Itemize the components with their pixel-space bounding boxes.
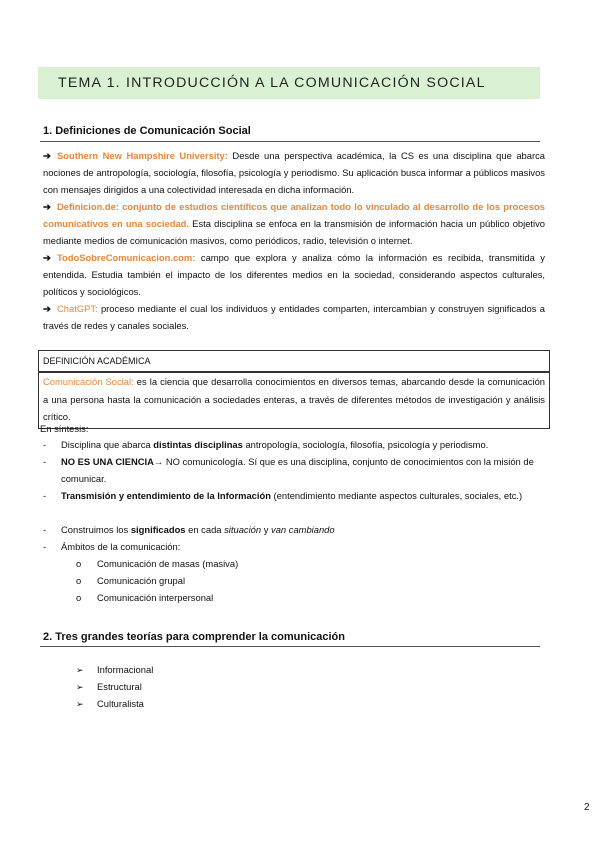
sub-list-item <box>76 555 238 572</box>
circle-bullet: o <box>76 575 82 586</box>
sub-item-text: Comunicación grupal <box>97 575 186 586</box>
theory-item <box>76 695 144 713</box>
item-text: Disciplina que abarca <box>61 439 154 450</box>
definition-box-header <box>38 350 550 372</box>
definition-item-2 <box>43 198 545 249</box>
arrow-right-icon: ➔ <box>43 201 51 212</box>
synthesis-item <box>43 538 543 555</box>
arrowhead-bullet-icon: ➢ <box>76 665 84 675</box>
definition-box-text: es la ciencia que desarrolla conocimientos en diversos temas, abarcando desde la comunicación a una persona hasta la comunicación a sociedades enteras, a través de diferentes métodos de investigación y análisis crítico. <box>43 376 545 422</box>
definition-text: campo que explora y analiza cómo la información es recibida, transmitida y entendida. Estudia también el impacto de los diferentes medios en la sociedad, considerando aspectos culturales, políticos y sociológicos. <box>43 252 545 297</box>
arrow-right-icon: ➔ <box>43 150 51 161</box>
synthesis-item <box>43 487 543 504</box>
circle-bullet: o <box>76 592 82 603</box>
item-bold: NO ES UNA CIENCIA <box>61 456 154 467</box>
theory-label: Informacional <box>97 664 154 675</box>
theory-item <box>76 678 142 696</box>
item-text: antropología, sociología, filosofía, psicología y periodismo. <box>242 439 489 450</box>
definition-header-label: DEFINICIÓN ACADÉMICA <box>43 356 151 366</box>
dash-bullet: - <box>43 541 47 552</box>
section2-heading: 2. Tres grandes teorías para comprender la comunicación <box>43 631 346 643</box>
dash-bullet: - <box>43 524 47 535</box>
sub-list-item <box>76 589 213 606</box>
section1-rule <box>40 141 540 142</box>
theory-label: Estructural <box>97 681 142 692</box>
definition-text: proceso mediante el cual los individuos y entidades comparten, intercambian y construyen significados a través de redes y canales sociales. <box>43 303 545 331</box>
synthesis-item <box>43 453 543 487</box>
item-italic: van cambiando <box>271 524 335 535</box>
definition-box-body <box>38 372 550 429</box>
item-text: → NO comunicología. Sí que es una disciplina, conjunto de conocimientos con la misión de comunicar. <box>61 456 534 484</box>
sub-list-item <box>76 572 185 589</box>
sub-item-text: Comunicación interpersonal <box>97 592 214 603</box>
circle-bullet: o <box>76 558 82 569</box>
item-bold: significados <box>130 524 186 535</box>
item-text: (entendimiento mediante aspectos culturales, sociales, etc.) <box>270 490 523 501</box>
definition-term: Comunicación Social: <box>43 376 134 387</box>
dash-bullet: - <box>43 456 47 467</box>
section1-heading: 1. Definiciones de Comunicación Social <box>43 125 251 137</box>
item-text: y <box>261 524 272 535</box>
synthesis-item <box>43 521 543 538</box>
sub-item-text: Comunicación de masas (masiva) <box>97 558 239 569</box>
source-label: Southern New Hampshire University: <box>57 150 228 161</box>
synthesis-item <box>43 436 543 453</box>
page-title: TEMA 1. INTRODUCCIÓN A LA COMUNICACIÓN SOCIAL <box>58 75 486 91</box>
item-bold: Transmisión y entendimiento de la Información <box>61 490 271 501</box>
source-label: ChatGPT: <box>57 303 98 314</box>
theory-label: Culturalista <box>97 698 144 709</box>
dash-bullet: - <box>43 439 47 450</box>
arrow-right-icon: ➔ <box>43 303 51 314</box>
arrowhead-bullet-icon: ➢ <box>76 699 84 709</box>
arrow-right-icon: ➔ <box>43 252 51 263</box>
theory-item <box>76 661 153 679</box>
title-banner <box>38 67 540 99</box>
item-bold: distintas disciplinas <box>153 439 243 450</box>
item-text: Construimos los <box>61 524 131 535</box>
definition-item-4 <box>43 300 545 334</box>
item-text: en cada <box>185 524 225 535</box>
arrowhead-bullet-icon: ➢ <box>76 682 84 692</box>
page-number: 2 <box>584 802 590 813</box>
definition-item-1 <box>43 147 545 198</box>
item-italic: situación <box>224 524 262 535</box>
definition-text: Desde una perspectiva académica, la CS es una disciplina que abarca nociones de antropología, sociología, filosofía, psicología y periodismo. Su aplicación busca informar a públicos masivos con mensajes dirigidos a una colectividad interesada en dicha información. <box>43 150 545 195</box>
section2-rule <box>40 646 540 647</box>
synthesis-label: En síntesis: <box>40 423 89 434</box>
dash-bullet: - <box>43 490 47 501</box>
source-label: Definicion.de: conjunto de estudios científicos que analizan todo lo vinculado al desarrollo de los procesos comunicativos en una sociedad. <box>43 201 545 229</box>
definition-item-3 <box>43 249 545 300</box>
definition-text: Esta disciplina se enfoca en la transmisión de información hacia un público objetivo mediante medios de comunicación masivos, como periódicos, radio, televisión o internet. <box>43 218 546 246</box>
item-text: Ámbitos de la comunicación: <box>61 541 181 552</box>
source-label: TodoSobreComunicacion.com: <box>57 252 196 263</box>
